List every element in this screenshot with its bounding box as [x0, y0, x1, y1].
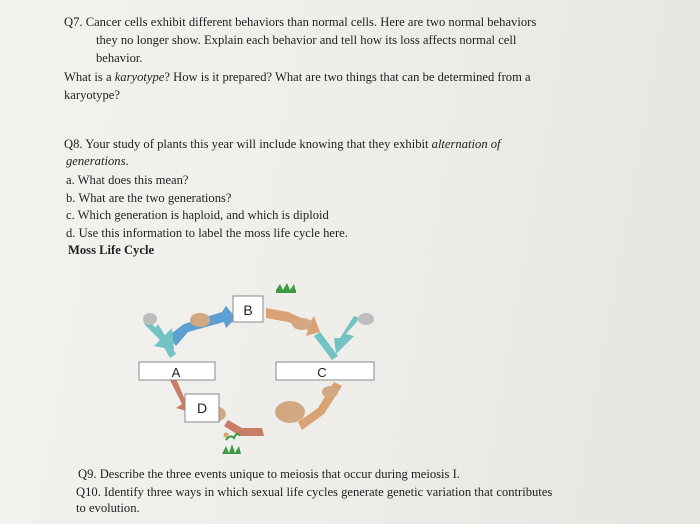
arrow-upper-right-curl-icon: [334, 316, 360, 354]
q8-line-1: [64, 136, 501, 153]
bottom-moss-plant-icon: [222, 433, 241, 455]
q8-part-c: c. Which generation is haploid, and which is diploid: [66, 208, 329, 222]
karyotype-term: karyotype: [114, 70, 165, 84]
label-a: A: [171, 365, 181, 380]
moss-life-cycle-diagram: [130, 262, 400, 462]
right-gray-node-icon: [358, 313, 374, 325]
q8-line-1-text: Q8. Your study of plants this year will include knowing that they exhibit: [64, 137, 432, 151]
upper-right-tan-node-icon: [292, 318, 312, 330]
label-d: D: [196, 400, 208, 416]
label-b: B: [243, 302, 253, 318]
karyotype-question-line-2: karyotype?: [64, 88, 120, 102]
q9-text: Q9. Describe the three events unique to meiosis that occur during meiosis I.: [78, 467, 460, 481]
karyotype-question: [64, 69, 531, 86]
q8-line-2-post: .: [125, 154, 129, 168]
arrow-d-to-bottom-icon: [224, 420, 264, 436]
karyotype-post: ? How is it prepared? What are two things that can be determined from a: [164, 70, 531, 84]
top-moss-plant-icon: [276, 283, 296, 293]
q7-line-3: behavior.: [96, 51, 143, 65]
q10-line-2: to evolution.: [76, 501, 140, 515]
generations-term: generations: [66, 154, 126, 168]
q7-line-1: Q7. Cancer cells exhibit different behaviors than normal cells. Here are two normal behaviors: [64, 15, 537, 29]
q8-part-d: d. Use this information to label the moss life cycle here.: [66, 226, 348, 240]
diagram-title: Moss Life Cycle: [68, 243, 155, 257]
q7-line-2: they no longer show. Explain each behavior and tell how its loss affects normal cell: [96, 33, 517, 47]
q10-line-1: Q10. Identify three ways in which sexual life cycles generate genetic variation that contributes: [76, 485, 553, 499]
q8-line-2: [66, 153, 129, 170]
karyotype-pre: What is a: [64, 70, 115, 84]
q8-part-b: b. What are the two generations?: [66, 191, 232, 205]
lower-right-tan-node-icon: [275, 401, 305, 423]
left-gray-node-icon: [143, 313, 157, 325]
alternation-term: alternation of: [431, 137, 501, 151]
label-c: C: [317, 365, 327, 380]
upper-left-tan-node-icon: [190, 313, 210, 327]
q8-part-a: a. What does this mean?: [66, 173, 189, 187]
right-mid-tan-node-icon: [322, 386, 338, 398]
arrow-down-right-icon: [314, 332, 338, 360]
